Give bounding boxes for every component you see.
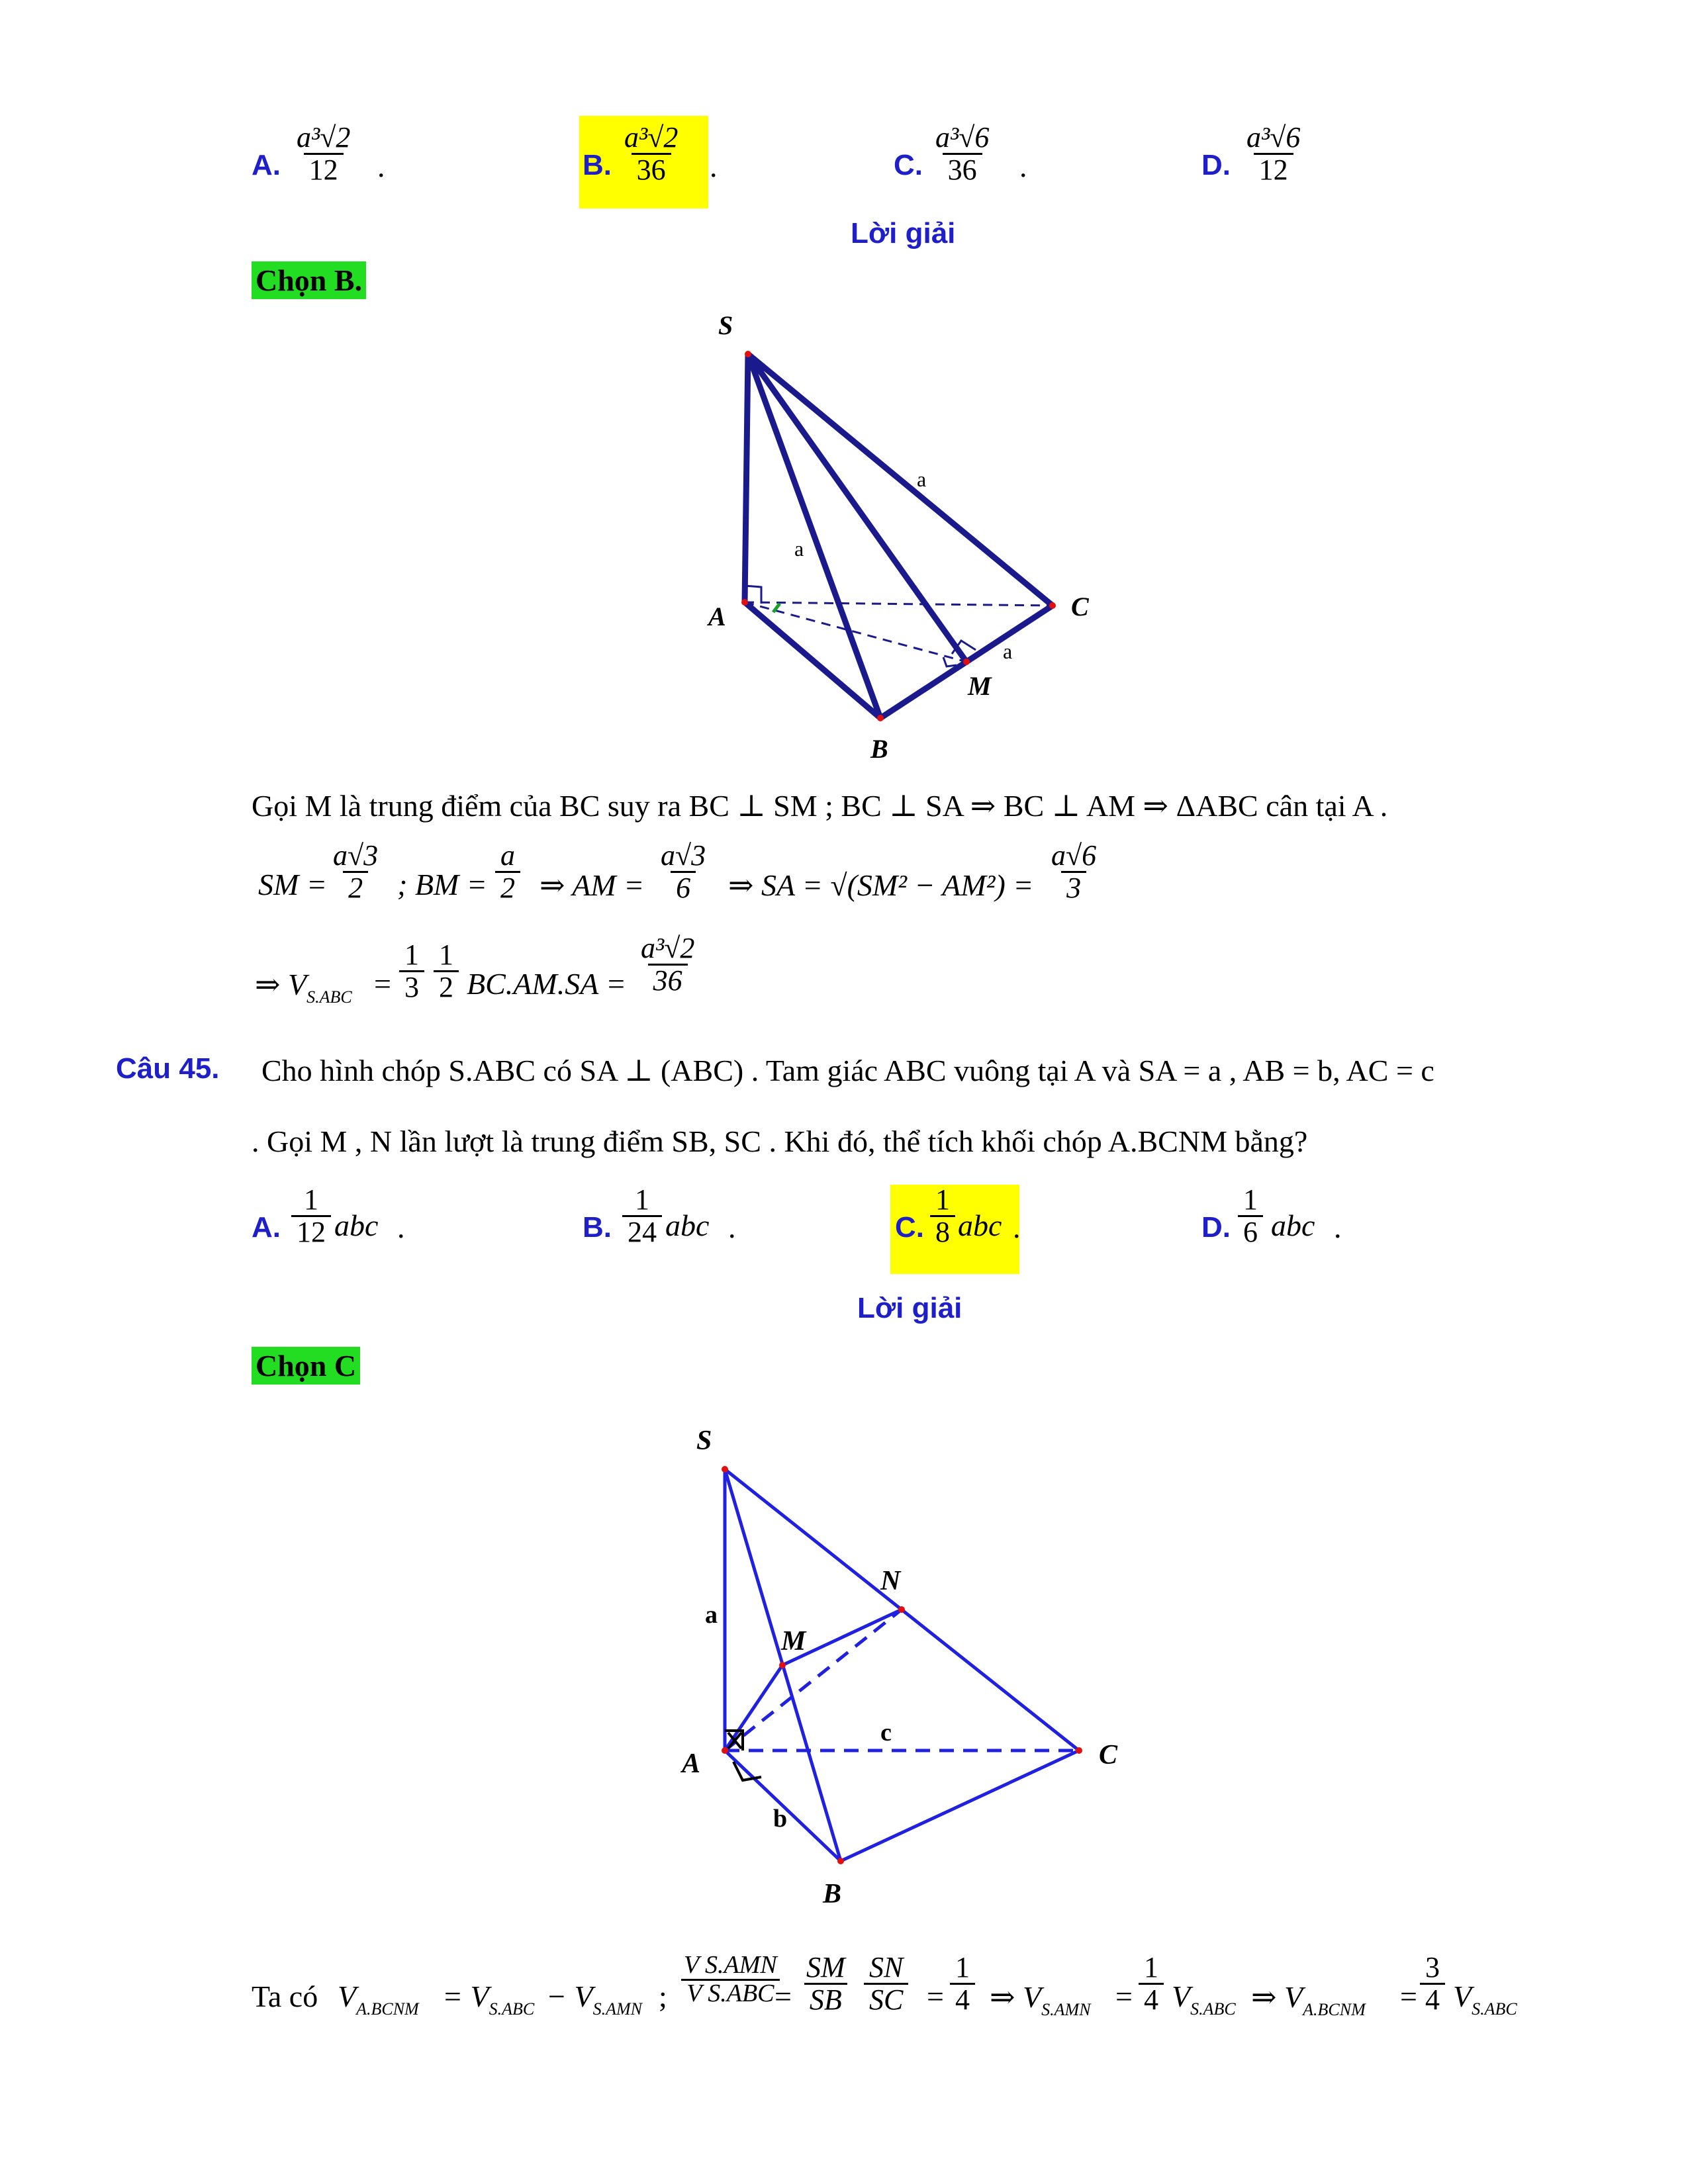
final-eq-ratio: =	[774, 1979, 792, 2013]
vertex-label-m: M	[968, 671, 992, 701]
q45-option-d-var: abc	[1271, 1208, 1315, 1242]
r1-fraction: $\frac{1}{4}$	[1139, 1952, 1164, 2015]
q44-pyramid-figure	[662, 304, 1158, 768]
q44-option-a-label: A.	[252, 149, 281, 181]
right-angle-m-am	[943, 657, 957, 666]
edge-an-hidden	[725, 1610, 902, 1751]
q45-number: Câu 45.	[116, 1052, 220, 1085]
q45-option-d-fraction: $\frac{1}{6}$	[1238, 1185, 1263, 1248]
final-eq-quarter: =	[927, 1979, 944, 2013]
q45-pyramid-figure	[662, 1410, 1158, 1926]
volume-result: $\frac{\text{a³√2}}{36}$	[641, 932, 695, 997]
vertex-label-s: S	[718, 310, 733, 340]
q44-option-d-fraction	[1241, 122, 1305, 185]
q44-option-a-fraction	[291, 122, 355, 185]
q45-option-d-tail: .	[1334, 1210, 1342, 1244]
q44-option-b-fraction	[619, 122, 683, 185]
final-eq1: = $V_{S.ABC}$	[442, 1979, 535, 2019]
q45-option-a-label: A.	[252, 1211, 281, 1244]
length-label-sb: a	[794, 537, 804, 561]
edge-sa	[745, 354, 748, 602]
q45-text-line2: . Gọi M , N lần lượt là trung điểm SB, SC . Khi đó, thể tích khối chóp A.BCNM bằng?	[252, 1124, 1308, 1158]
q45-option-b-label: B.	[583, 1211, 612, 1244]
q44-option-a-num: a³√2	[297, 121, 351, 154]
vertex-label-n: N	[880, 1566, 901, 1596]
final-r2-v: $V_{S.ABC}$	[1453, 1979, 1517, 2019]
q45-option-b-tail: .	[728, 1210, 736, 1244]
q44-option-d-label: D.	[1201, 149, 1231, 181]
am-fraction: $\frac{a√3}{6}$	[661, 839, 706, 905]
am-label: ⇒ AM =	[539, 868, 645, 902]
q44-option-c-label: C.	[894, 149, 923, 181]
final-semi: ;	[659, 1979, 667, 2013]
final-pre: Ta có	[252, 1979, 318, 2013]
final-eq3: =	[1400, 1979, 1417, 2013]
volume-mid: BC.AM.SA =	[467, 967, 627, 1001]
q44-option-c-den: 36	[943, 153, 982, 185]
q44-option-d-num: a³√6	[1246, 121, 1301, 154]
q45-choice: Chọn C	[252, 1347, 360, 1385]
one-half: $\frac{1}{2}$	[434, 940, 459, 1003]
q45-option-b-var: abc	[665, 1208, 710, 1242]
one-third: $\frac{1}{3}$	[399, 940, 424, 1003]
sa-fraction: $\frac{a√6}{3}$	[1051, 839, 1097, 905]
q45-hidden-edges	[725, 1610, 1079, 1751]
q44-option-a-den: 12	[304, 153, 344, 185]
vertex-label-m: M	[781, 1626, 806, 1657]
final-r1-v: $V_{S.ABC}$	[1172, 1979, 1236, 2019]
volume-ratio-fraction: V S.AMN V S.ABC	[679, 1952, 782, 2007]
q44-option-b-den: 36	[632, 153, 671, 185]
q45-option-c-label: C.	[895, 1211, 924, 1244]
q45-solid-edges	[725, 1469, 1079, 1861]
sm-sb-fraction: $\frac{SM}{SB}$	[801, 1952, 851, 2015]
sm-label: SM =	[258, 868, 327, 901]
q44-option-b-label: B.	[583, 149, 612, 181]
vertex-label-a: A	[682, 1749, 701, 1779]
q44-choice: Chọn B.	[252, 261, 366, 299]
r2-fraction: $\frac{3}{4}$	[1420, 1952, 1445, 2015]
vertex-label-a: A	[708, 602, 726, 631]
q45-option-c-fraction: $\frac{1}{8}$	[930, 1185, 955, 1248]
q45-option-a-fraction: $\frac{1}{12}$	[291, 1185, 331, 1248]
volume-pre: ⇒ $V_{S.ABC}$	[255, 968, 352, 1007]
q44-option-c-num: a³√6	[935, 121, 990, 154]
sn-sc-fraction: $\frac{SN}{SC}$	[864, 1952, 908, 2015]
vertex-label-c: C	[1099, 1740, 1118, 1770]
q45-solution-heading: Lời giải	[857, 1292, 962, 1324]
q44-option-c-fraction	[930, 122, 994, 185]
q44-solid-edges	[745, 354, 1053, 718]
sm-fraction: $\frac{a√3}{2}$	[333, 839, 379, 905]
q44-option-b-num: a³√2	[624, 121, 679, 154]
q44-option-b-tail: .	[710, 150, 718, 183]
final-v1: $V_{A.BCNM}$	[338, 1979, 419, 2019]
bm-fraction: $\frac{a}{2}$	[495, 841, 520, 903]
sa-label: ⇒ SA = √(SM² − AM²) =	[728, 868, 1034, 902]
bm-label: ; BM =	[397, 868, 487, 901]
q45-option-b-fraction: $\frac{1}{24}$	[622, 1185, 662, 1248]
vertex-label-b: B	[870, 734, 888, 764]
edge-ac-hidden	[745, 602, 1053, 606]
final-minus: − $V_{S.AMN}$	[546, 1979, 643, 2019]
vertex-label-c: C	[1071, 592, 1089, 621]
q45-option-c-var: abc	[958, 1208, 1002, 1242]
q45-option-d-label: D.	[1201, 1211, 1231, 1244]
length-label-sc: a	[917, 467, 927, 491]
q44-solution-line1: Gọi M là trung điểm của BC suy ra BC ⊥ SM ; BC ⊥ SA ⇒ BC ⊥ AM ⇒ ΔABC cân tại A .	[252, 789, 1388, 823]
length-label-ab: b	[773, 1805, 788, 1833]
vertex-label-s: S	[696, 1426, 712, 1456]
length-label-sa: a	[705, 1601, 718, 1629]
q45-option-a-var: abc	[334, 1208, 379, 1242]
vertex-label-b: B	[823, 1879, 842, 1909]
q44-option-d-den: 12	[1254, 153, 1293, 185]
q45-option-a-tail: .	[397, 1210, 405, 1244]
volume-eq: =	[374, 967, 391, 1001]
final-imp2: ⇒ $V_{A.BCNM}$	[1251, 1980, 1366, 2019]
length-label-ac: c	[880, 1719, 892, 1747]
q45-text-line1: Cho hình chóp S.ABC có SA ⊥ (ABC) . Tam giác ABC vuông tại A và SA = a , AB = b, AC = c	[261, 1054, 1434, 1087]
q45-option-c-tail: .	[1013, 1210, 1021, 1244]
q44-option-c-tail: .	[1019, 150, 1027, 183]
final-imp1: ⇒ $V_{S.AMN}$	[990, 1980, 1091, 2019]
q44-solution-heading: Lời giải	[851, 217, 956, 250]
final-eq2: =	[1115, 1979, 1133, 2013]
edge-bc	[841, 1751, 1079, 1861]
q44-option-a-tail: .	[377, 150, 385, 183]
length-label-bm: a	[1003, 639, 1013, 663]
quarter-fraction: $\frac{1}{4}$	[950, 1952, 975, 2015]
